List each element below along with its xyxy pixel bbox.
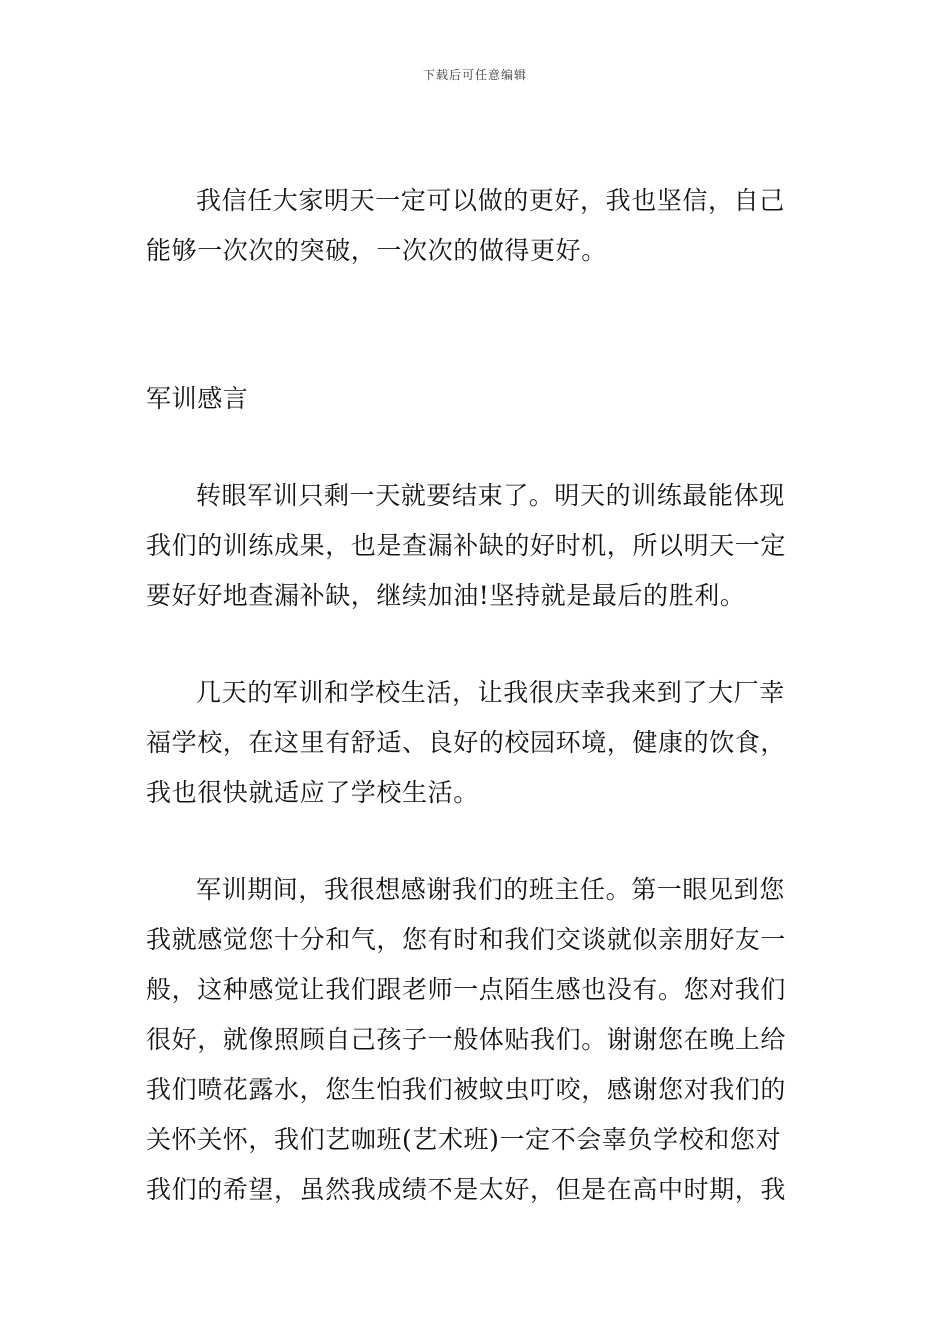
paragraph-line: 我们的训练成果，也是查漏补缺的好时机，所以明天一定 [146,531,787,560]
paragraph-line: 我就感觉您十分和气，您有时和我们交谈就似亲朋好友一 [146,925,787,954]
paragraph-line: 关怀关怀，我们艺咖班(艺术班)一定不会辜负学校和您对 [146,1125,782,1154]
paragraph-line: 般，这种感觉让我们跟老师一点陌生感也没有。您对我们 [146,975,787,1004]
paragraph [146,176,806,276]
paragraph [146,668,806,818]
paragraph-line: 我们的希望，虽然我成绩不是太好，但是在高中时期，我 [146,1175,787,1204]
paragraph-line: 很好，就像照顾自己孩子一般体贴我们。谢谢您在晚上给 [146,1025,787,1054]
paragraph-line: 能够一次次的突破，一次次的做得更好。 [146,236,607,265]
paragraph-line: 我们喷花露水，您生怕我们被蚊虫叮咬，感谢您对我们的 [146,1075,787,1104]
paragraph-line: 我也很快就适应了学校生活。 [146,778,479,807]
paragraph-line: 军训期间，我很想感谢我们的班主任。第一眼见到您 [196,875,785,904]
document-body [146,176,806,1215]
paragraph-line: 福学校，在这里有舒适、良好的校园环境，健康的饮食， [146,728,787,757]
page-header: 下载后可任意编辑 [422,68,527,82]
paragraph-line: 几天的军训和学校生活，让我很庆幸我来到了大厂幸 [196,678,785,707]
paragraph [146,471,806,621]
paragraph-line: 我信任大家明天一定可以做的更好，我也坚信，自己 [196,186,785,215]
paragraph [146,865,806,1215]
paragraph-line: 转眼军训只剩一天就要结束了。明天的训练最能体现 [196,481,785,510]
paragraph-line: 要好好地查漏补缺，继续加油!坚持就是最后的胜利。 [146,581,746,610]
section-title: 军训感言 [146,384,249,413]
